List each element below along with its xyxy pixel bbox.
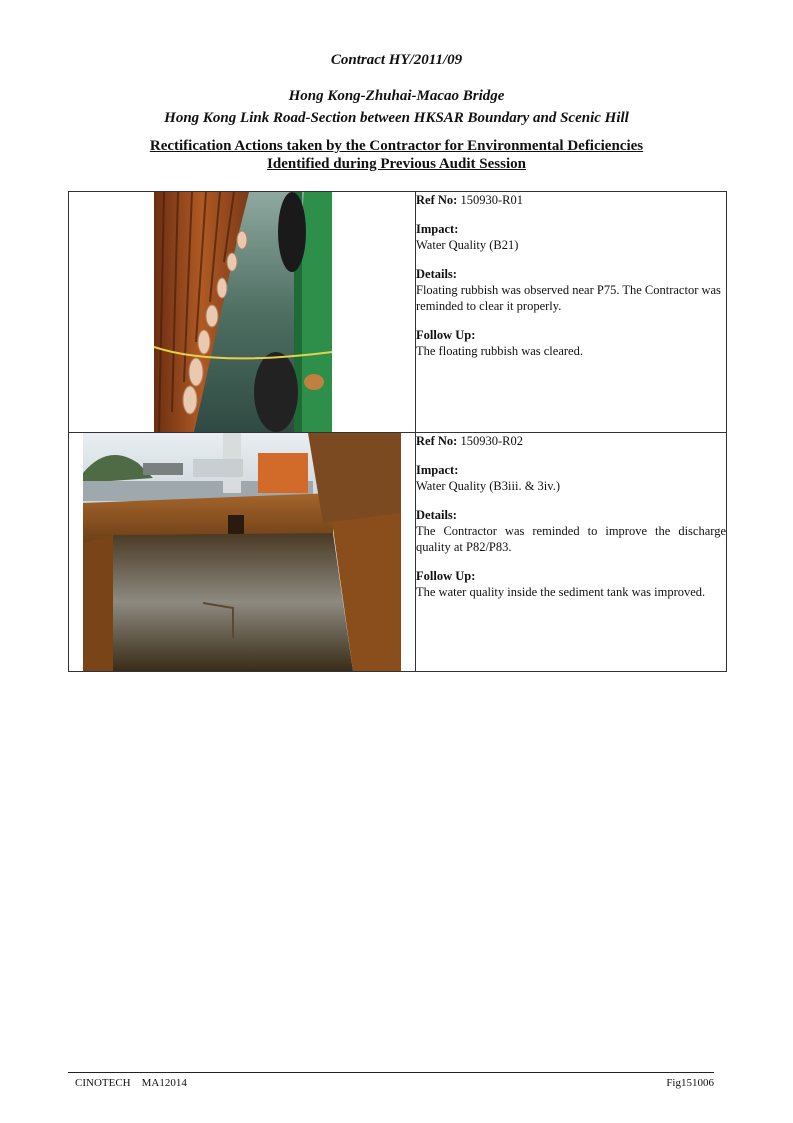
ref-no-value: 150930-R02 xyxy=(460,434,523,448)
footer-divider xyxy=(68,1072,714,1073)
photo-cell xyxy=(69,192,416,433)
document-title-line1: Rectification Actions taken by the Contractor for Environmental Deficiencies xyxy=(149,138,644,154)
table-row xyxy=(69,192,727,433)
ref-no-field xyxy=(416,433,726,449)
table-row xyxy=(69,433,727,672)
impact-value: Water Quality (B3iii. & 3iv.) xyxy=(416,479,560,493)
document-title xyxy=(0,137,793,173)
ref-no-label: Ref No: xyxy=(416,193,458,207)
details-field xyxy=(416,507,726,555)
details-field xyxy=(416,266,726,314)
project-title xyxy=(0,85,793,129)
ref-no-label: Ref No: xyxy=(416,434,458,448)
follow-up-field xyxy=(416,568,726,600)
footer-document-code: CINOTECH MA12014 xyxy=(75,1077,187,1089)
impact-field xyxy=(416,221,726,253)
impact-value: Water Quality (B21) xyxy=(416,238,519,252)
record-details-cell xyxy=(416,192,727,433)
details-label: Details: xyxy=(416,267,457,281)
follow-up-label: Follow Up: xyxy=(416,569,476,583)
follow-up-value: The water quality inside the sediment tank was improved. xyxy=(416,585,706,599)
photo-cell xyxy=(69,433,416,672)
impact-label: Impact: xyxy=(416,222,459,236)
details-label: Details: xyxy=(416,508,457,522)
details-value: The Contractor was reminded to improve the discharge quality at P82/P83. xyxy=(416,524,726,554)
ref-no-value: 150930-R01 xyxy=(460,193,523,207)
impact-label: Impact: xyxy=(416,463,459,477)
document-title-line2: Identified during Previous Audit Session xyxy=(267,156,526,172)
ref-no-field xyxy=(416,192,726,208)
findings-table xyxy=(68,191,727,672)
details-value: Floating rubbish was observed near P75. The Contractor was reminded to clear it properly. xyxy=(416,283,721,313)
follow-up-value: The floating rubbish was cleared. xyxy=(416,344,583,358)
project-title-line2: Hong Kong Link Road-Section between HKSAR Boundary and Scenic Hill xyxy=(164,110,629,126)
follow-up-label: Follow Up: xyxy=(416,328,476,342)
footer-figure-number: Fig151006 xyxy=(666,1077,714,1089)
follow-up-field xyxy=(416,327,726,359)
project-title-line1: Hong Kong-Zhuhai-Macao Bridge xyxy=(288,88,505,104)
impact-field xyxy=(416,462,726,494)
site-photo-sediment-tank xyxy=(83,433,401,671)
contract-number: Contract HY/2011/09 xyxy=(330,52,463,68)
record-details-cell xyxy=(416,433,727,672)
site-photo-floating-rubbish xyxy=(154,192,332,432)
